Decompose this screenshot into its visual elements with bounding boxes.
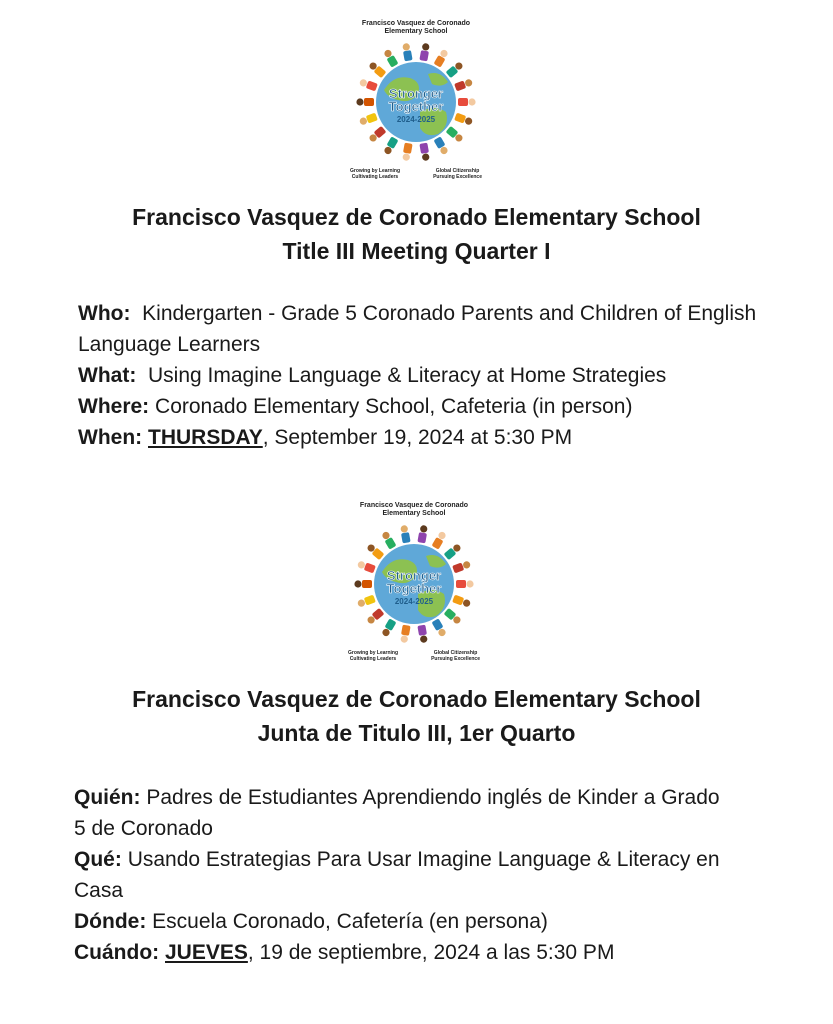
logo-motto-2: Together xyxy=(388,99,444,114)
donde-label: Dónde: xyxy=(74,910,147,933)
when-day: THURSDAY xyxy=(148,426,263,449)
logo-school-line1: Francisco Vasquez de Coronado xyxy=(361,20,471,27)
donde-value: Escuela Coronado, Cafetería (en persona) xyxy=(152,910,548,933)
logo-motto-2: Together xyxy=(386,581,442,596)
child-figure-icon xyxy=(419,143,430,162)
donde-row xyxy=(74,906,734,937)
what-label: What: xyxy=(78,364,137,387)
child-figure-icon xyxy=(381,618,397,637)
child-figure-icon xyxy=(458,98,476,106)
english-heading xyxy=(0,200,833,268)
child-figure-icon xyxy=(357,595,376,609)
logo-pillars-left xyxy=(350,168,400,180)
logo-pillars xyxy=(334,650,494,662)
logo-pillars-right xyxy=(431,650,480,662)
child-figure-icon xyxy=(383,136,399,155)
child-figure-icon xyxy=(368,61,387,78)
school-logo-english xyxy=(336,20,496,180)
logo-pillar-right-2: Pursuing Excellence xyxy=(431,656,480,662)
logo-pillars-left xyxy=(348,650,398,662)
child-figure-icon xyxy=(452,560,471,574)
child-figure-icon xyxy=(432,530,448,549)
logo-pillar-right-2: Pursuing Excellence xyxy=(433,174,482,180)
spanish-heading xyxy=(0,682,833,750)
english-details xyxy=(78,298,758,453)
spanish-title-line1: Francisco Vasquez de Coronado Elementary School xyxy=(132,686,701,712)
child-figure-icon xyxy=(402,143,413,162)
quien-label: Quién: xyxy=(74,786,141,809)
who-label: Who: xyxy=(78,302,131,325)
logo-school-name xyxy=(336,20,496,36)
logo-pillar-right-1: Global Citizenship xyxy=(435,168,480,174)
child-figure-icon xyxy=(366,608,385,625)
child-figure-icon xyxy=(454,78,473,92)
english-title-line1: Francisco Vasquez de Coronado Elementary School xyxy=(132,204,701,230)
logo-pillars-right xyxy=(433,168,482,180)
when-label: When: xyxy=(78,426,143,449)
spanish-title-line2: Junta de Titulo III, 1er Quarto xyxy=(257,720,576,746)
child-figure-icon xyxy=(359,78,378,92)
child-figure-icon xyxy=(434,136,450,155)
where-row xyxy=(78,391,758,422)
child-figure-icon xyxy=(444,543,463,560)
child-figure-icon xyxy=(383,48,399,67)
child-figure-icon xyxy=(446,126,465,143)
child-figure-icon xyxy=(357,560,376,574)
logo-pillar-left-1: Growing by Learning xyxy=(350,168,401,174)
child-figure-icon xyxy=(368,126,387,143)
child-figure-icon xyxy=(446,61,465,78)
que-row xyxy=(74,844,734,906)
logo-years: 2024-2025 xyxy=(394,597,434,606)
what-value: Using Imagine Language & Literacy at Home Strategies xyxy=(148,364,667,387)
child-figure-icon xyxy=(354,580,372,588)
globe-children-icon xyxy=(350,38,482,166)
logo-school-name xyxy=(334,502,494,518)
child-figure-icon xyxy=(400,525,411,544)
quien-value: Padres de Estudiantes Aprendiendo inglés de Kinder a Grado 5 de Coronado xyxy=(74,786,720,840)
logo-motto-1: Stronger xyxy=(388,86,444,101)
que-value: Usando Estrategias Para Usar Imagine Language & Literacy en Casa xyxy=(74,848,720,902)
who-row xyxy=(78,298,758,360)
child-figure-icon xyxy=(444,608,463,625)
child-figure-icon xyxy=(381,530,397,549)
logo-motto-1: Stronger xyxy=(386,568,442,583)
where-value: Coronado Elementary School, Cafeteria (in person) xyxy=(155,395,633,418)
spanish-details xyxy=(74,782,734,968)
what-row xyxy=(78,360,758,391)
child-figure-icon xyxy=(419,43,430,62)
logo-pillar-left-2: Cultivating Leaders xyxy=(349,656,397,662)
cuando-day: JUEVES xyxy=(165,941,248,964)
logo-school-line2: Elementary School xyxy=(382,510,446,517)
child-figure-icon xyxy=(356,98,374,106)
child-figure-icon xyxy=(454,113,473,127)
when-rest: , September 19, 2024 at 5:30 PM xyxy=(262,426,573,449)
que-label: Qué: xyxy=(74,848,122,871)
cuando-label: Cuándo: xyxy=(74,941,160,964)
cuando-rest: , 19 de septiembre, 2024 a las 5:30 PM xyxy=(247,941,615,964)
child-figure-icon xyxy=(434,48,450,67)
logo-pillar-right-1: Global Citizenship xyxy=(433,650,478,656)
child-figure-icon xyxy=(400,625,411,644)
child-figure-icon xyxy=(452,595,471,609)
school-logo-spanish xyxy=(334,502,494,662)
where-label: Where: xyxy=(78,395,150,418)
child-figure-icon xyxy=(366,543,385,560)
child-figure-icon xyxy=(417,525,428,544)
child-figure-icon xyxy=(432,618,448,637)
logo-pillar-left-1: Growing by Learning xyxy=(348,650,399,656)
who-value: Kindergarten - Grade 5 Coronado Parents and Children of English Language Learners xyxy=(78,302,757,356)
globe-children-icon xyxy=(348,520,480,648)
logo-pillar-left-2: Cultivating Leaders xyxy=(351,174,399,180)
when-row xyxy=(78,422,758,453)
logo-school-line1: Francisco Vasquez de Coronado xyxy=(359,502,469,509)
child-figure-icon xyxy=(417,625,428,644)
logo-school-line2: Elementary School xyxy=(384,28,448,35)
logo-years: 2024-2025 xyxy=(396,115,436,124)
child-figure-icon xyxy=(359,113,378,127)
child-figure-icon xyxy=(402,43,413,62)
quien-row xyxy=(74,782,734,844)
cuando-row xyxy=(74,937,734,968)
logo-pillars xyxy=(336,168,496,180)
english-title-line2: Title III Meeting Quarter I xyxy=(282,238,551,264)
child-figure-icon xyxy=(456,580,474,588)
